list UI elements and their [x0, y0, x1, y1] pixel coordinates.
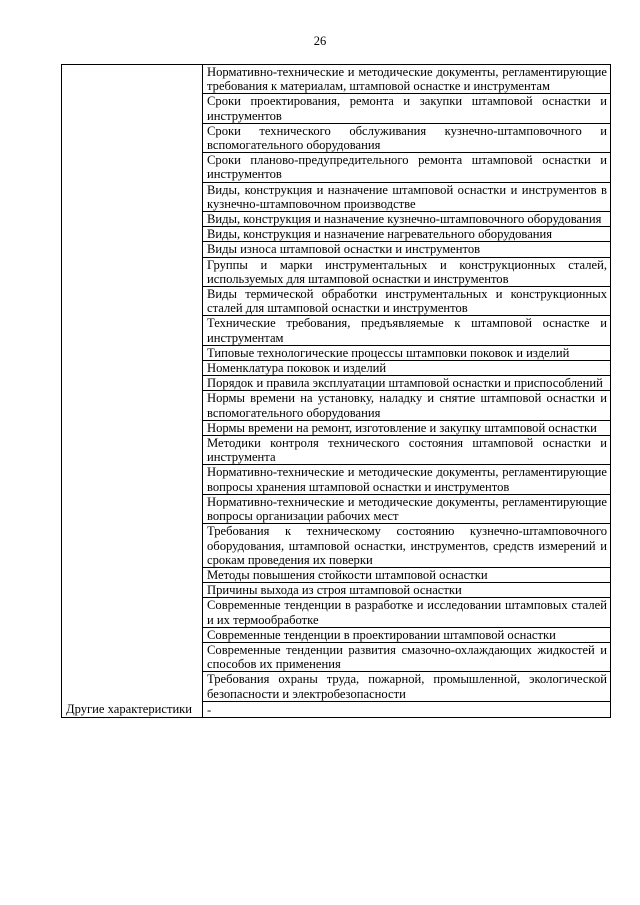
knowledge-item: Виды термической обработки инструментальных и конструкционных сталей для штамповой оснастки и инструментов	[203, 287, 611, 316]
knowledge-item: Причины выхода из строя штамповой оснастки	[203, 583, 611, 598]
knowledge-item: Технические требования, предъявляемые к штамповой оснастке и инструментам	[203, 316, 611, 345]
row-header-cell	[62, 65, 203, 702]
knowledge-item: Виды, конструкция и назначение нагревательного оборудования	[203, 227, 611, 242]
knowledge-item: Номенклатура поковок и изделий	[203, 361, 611, 376]
other-characteristics-label: Другие характеристики	[62, 701, 203, 717]
other-characteristics-value: -	[203, 701, 611, 717]
table-row-other-characteristics	[62, 701, 611, 717]
knowledge-item: Нормы времени на установку, наладку и снятие штамповой оснастки и вспомогательного оборудования	[203, 391, 611, 420]
knowledge-item: Современные тенденции в разработке и исследовании штамповых сталей и их термообработке	[203, 598, 611, 627]
knowledge-item: Сроки технического обслуживания кузнечно-штамповочного и вспомогательного оборудования	[203, 123, 611, 152]
knowledge-item: Сроки проектирования, ремонта и закупки штамповой оснастки и инструментов	[203, 94, 611, 123]
knowledge-item: Виды, конструкция и назначение штамповой оснастки и инструментов в кузнечно-штамповочном производстве	[203, 182, 611, 211]
knowledge-item: Группы и марки инструментальных и конструкционных сталей, используемых для штамповой оснастки и инструментов	[203, 257, 611, 286]
requirements-table-body	[62, 65, 611, 718]
knowledge-item: Требования охраны труда, пожарной, промышленной, экологической безопасности и электробезопасности	[203, 672, 611, 701]
knowledge-item: Методы повышения стойкости штамповой оснастки	[203, 567, 611, 582]
knowledge-item: Нормативно-технические и методические документы, регламентирующие требования к материалам, штамповой оснастке и инструментам	[203, 65, 611, 94]
knowledge-item: Современные тенденции в проектировании штамповой оснастки	[203, 627, 611, 642]
knowledge-item: Нормативно-технические и методические документы, регламентирующие вопросы хранения штамповой оснастки и инструментов	[203, 465, 611, 494]
table-row	[62, 65, 611, 94]
knowledge-item: Типовые технологические процессы штамповки поковок и изделий	[203, 345, 611, 360]
page-number: 26	[313, 34, 327, 48]
knowledge-item: Сроки планово-предупредительного ремонта штамповой оснастки и инструментов	[203, 153, 611, 182]
knowledge-item: Виды износа штамповой оснастки и инструментов	[203, 242, 611, 257]
knowledge-item: Современные тенденции развития смазочно-охлаждающих жидкостей и способов их применения	[203, 642, 611, 671]
requirements-table	[61, 64, 611, 718]
knowledge-item: Порядок и правила эксплуатации штамповой оснастки и приспособлений	[203, 376, 611, 391]
knowledge-item: Нормативно-технические и методические документы, регламентирующие вопросы организации рабочих мест	[203, 494, 611, 523]
knowledge-item: Методики контроля технического состояния штамповой оснастки и инструмента	[203, 436, 611, 465]
knowledge-item: Виды, конструкция и назначение кузнечно-штамповочного оборудования	[203, 212, 611, 227]
knowledge-item: Нормы времени на ремонт, изготовление и закупку штамповой оснастки	[203, 420, 611, 435]
knowledge-item: Требования к техническому состоянию кузнечно-штамповочного оборудования, штамповой оснастки, инструментов, средств измерений и срокам проведения их поверки	[203, 524, 611, 568]
